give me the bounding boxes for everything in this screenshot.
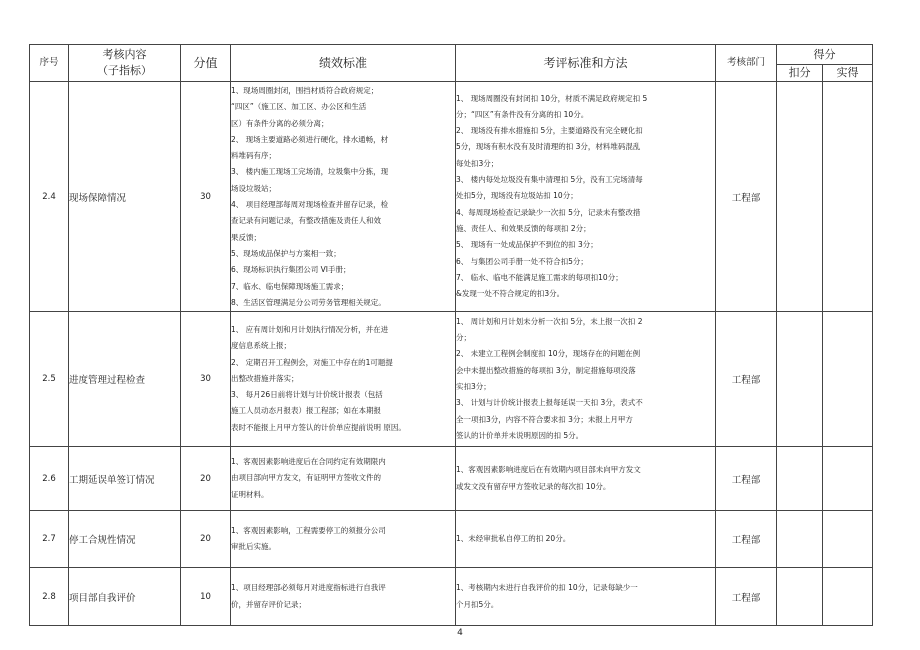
- row-item: 现场保障情况: [69, 82, 181, 312]
- standard-line: 施工人员动态月报表）报工程部；如在本期报: [231, 406, 381, 416]
- method-lines: [456, 580, 715, 613]
- method-line: 签认的计价单并未说明原因的扣 5分。: [456, 430, 584, 440]
- row-shi-cell: [823, 82, 873, 312]
- standard-lines: [231, 523, 455, 556]
- method-line: 5分，现场有积水没有及时清理的扣 3分，材料堆码混乱: [456, 142, 641, 152]
- header-kou: 扣分: [777, 65, 823, 82]
- standard-line: 由项目部向甲方发文，有证明甲方签收文件的: [231, 473, 381, 483]
- standard-line: 1、 应有周计划和月计划执行情况分析，并在进: [231, 324, 389, 334]
- method-lines: [456, 314, 715, 444]
- row-item: 进度管理过程检查: [69, 312, 181, 447]
- row-shi-cell: [823, 568, 873, 626]
- standard-line: 表时不能报上月甲方签认的计价单应提前说明 原因。: [231, 422, 406, 432]
- row-method: [456, 568, 716, 626]
- standard-line: 1、客观因素影响，工程需要停工的须报分公司: [231, 525, 386, 535]
- standard-line: 1、客观因素影响进度后在合同约定有效期限内: [231, 457, 386, 467]
- standard-line: 7、临水、临电保障现场施工需求；: [231, 281, 349, 291]
- standard-line: 2、 定期召开工程例会，对施工中存在的1可题提: [231, 357, 393, 367]
- standard-line: 2、 现场主要道路必须进行硬化，排水通畅，材: [231, 134, 389, 144]
- method-line: 3、 楼内每处垃圾没有集中清理扣 5分，没有工完场清每: [456, 175, 643, 185]
- row-number: 2.6: [30, 447, 69, 511]
- standard-line: 果反馈；: [231, 232, 261, 242]
- standard-line: 审批后实施。: [231, 542, 276, 551]
- method-line: 1、 现场周圈没有封闭扣 10分，材质不满足政府规定扣 5: [456, 93, 648, 103]
- header-defen: 得分: [777, 45, 873, 65]
- standard-line: 场设垃圾站；: [231, 183, 276, 193]
- row-shi-cell: [823, 312, 873, 447]
- method-line: 6、 与集团公司手册一处不符合扣5分；: [456, 256, 588, 266]
- row-kou-cell: [777, 82, 823, 312]
- standard-lines: [231, 322, 455, 436]
- row-item: 工期延误单签订情况: [69, 447, 181, 511]
- table-row: [30, 82, 873, 312]
- method-line: 处扣5分，现场没有垃圾站扣 10分；: [456, 191, 578, 201]
- method-line: 分；“四区”有条件没有分离的扣 10分。: [456, 109, 589, 119]
- standard-line: 1、现场周圈封闭，围挡材质符合政府规定；: [231, 86, 379, 95]
- row-dept: 工程部: [716, 82, 777, 312]
- method-line: 会中未提出整改措施的每项扣 3分，制定措施每项没落: [456, 365, 636, 375]
- row-item: 停工合规性情况: [69, 511, 181, 568]
- standard-lines: [231, 83, 455, 310]
- method-lines: [456, 462, 715, 495]
- row-shi-cell: [823, 511, 873, 568]
- method-line: &发现一处不符合规定的扣3分。: [456, 289, 565, 299]
- standard-line: 3、 楼内施工现场工完场清，垃圾集中分拣，现: [231, 167, 389, 177]
- row-method: [456, 447, 716, 511]
- method-line: 3、 计划与计价统计报表上报每延误一天扣 3分，表式不: [456, 398, 643, 408]
- method-line: 5、 现场有一处成品保护不到位的扣 3分；: [456, 240, 598, 250]
- page-number: 4: [457, 628, 463, 638]
- row-score: 30: [181, 312, 231, 447]
- method-line: 实扣3分；: [456, 382, 491, 391]
- method-line: 全一项扣3分，内容不符合要求扣 3分；未报上月甲方: [456, 414, 633, 424]
- row-score: 20: [181, 447, 231, 511]
- table-row: [30, 511, 873, 568]
- header-no: 序号: [30, 45, 69, 82]
- standard-line: 6、现场标识执行集团公司 VI手册；: [231, 265, 351, 275]
- standard-line: 度信息系统上报；: [231, 341, 291, 351]
- row-dept: 工程部: [716, 511, 777, 568]
- standard-line: 料堆码有序；: [231, 151, 276, 161]
- row-standard: [231, 511, 456, 568]
- row-method: [456, 511, 716, 568]
- method-line: 4、每周现场检查记录缺少一次扣 5分，记录未有整改措: [456, 207, 641, 217]
- standard-lines: [231, 580, 455, 613]
- header-content: [69, 45, 181, 82]
- standard-line: 8、生活区管理满足分公司劳务管理相关规定。: [231, 297, 386, 307]
- row-kou-cell: [777, 511, 823, 568]
- table-row: [30, 312, 873, 447]
- row-standard: [231, 312, 456, 447]
- row-method: [456, 82, 716, 312]
- method-line: 或发文没有留存甲方签收记录的每次扣 10分。: [456, 481, 611, 491]
- row-number: 2.8: [30, 568, 69, 626]
- header-method: 考评标准和方法: [456, 45, 716, 82]
- row-standard: [231, 568, 456, 626]
- row-score: 20: [181, 511, 231, 568]
- header-score: 分值: [181, 45, 231, 82]
- row-number: 2.7: [30, 511, 69, 568]
- method-lines: [456, 531, 715, 547]
- method-line: 2、 现场没有排水措施扣 5分，主要道路没有完全硬化扣: [456, 126, 643, 136]
- standard-line: 查记录有问题记录，有整改措施及责任人和效: [231, 216, 381, 226]
- standard-line: “四区”（施工区、加工区、办公区和生活: [231, 102, 367, 112]
- method-line: 1、未经审批私自停工的扣 20分。: [456, 533, 571, 543]
- method-line: 1、考核期内未进行自我评价的扣 10分，记录每缺少一: [456, 583, 638, 593]
- row-kou-cell: [777, 447, 823, 511]
- method-line: 施、责任人、和效果反馈的每项扣 2分；: [456, 223, 591, 233]
- row-item: 项目部自我评价: [69, 568, 181, 626]
- standard-line: 5、现场成品保护与方案相一致；: [231, 248, 341, 258]
- header-shi: 实得: [823, 65, 873, 82]
- standard-line: 3、 每月26日前将计划与计价统计报表（包括: [231, 390, 383, 400]
- standard-line: 价，并留存评价记录；: [231, 599, 306, 609]
- table-row: [30, 568, 873, 626]
- row-dept: 工程部: [716, 568, 777, 626]
- standard-line: 4、 项目经理部每周对现场检查并留存记录，检: [231, 200, 389, 210]
- row-score: 30: [181, 82, 231, 312]
- method-line: 2、 未建立工程例会制度扣 10分，现场存在的问题在例: [456, 349, 641, 359]
- row-method: [456, 312, 716, 447]
- standard-line: 区）有条件分离的必须分离；: [231, 118, 329, 128]
- table-row: [30, 447, 873, 511]
- row-kou-cell: [777, 312, 823, 447]
- method-line: 分；: [456, 333, 471, 343]
- standard-line: 1、项目经理部必须每月对进度指标进行自我评: [231, 583, 386, 593]
- method-line: 个月扣5分。: [456, 599, 499, 609]
- header-content-line2: （子指标）: [97, 64, 152, 77]
- row-number: 2.5: [30, 312, 69, 447]
- row-shi-cell: [823, 447, 873, 511]
- standard-line: 证明材料。: [231, 489, 269, 499]
- row-dept: 工程部: [716, 312, 777, 447]
- row-number: 2.4: [30, 82, 69, 312]
- method-line: 1、客观因素影响进度后在有效期内项目部未向甲方发文: [456, 465, 641, 475]
- method-line: 7、 临水、临电不能满足施工需求的每项扣10分；: [456, 272, 623, 282]
- method-lines: [456, 91, 715, 303]
- method-line: 每处扣3分；: [456, 158, 499, 168]
- method-line: 1、 周计划和月计划未分析一次扣 5分，未上报一次扣 2: [456, 316, 643, 326]
- row-standard: [231, 447, 456, 511]
- row-dept: 工程部: [716, 447, 777, 511]
- standard-lines: [231, 454, 455, 503]
- header-content-line1: 考核内容: [102, 48, 147, 61]
- row-score: 10: [181, 568, 231, 626]
- assessment-table: [29, 44, 873, 626]
- row-kou-cell: [777, 568, 823, 626]
- row-standard: [231, 82, 456, 312]
- standard-line: 出整改措施并落实；: [231, 373, 299, 383]
- header-dept: 考核部门: [716, 45, 777, 82]
- header-standard: 绩效标准: [231, 45, 456, 82]
